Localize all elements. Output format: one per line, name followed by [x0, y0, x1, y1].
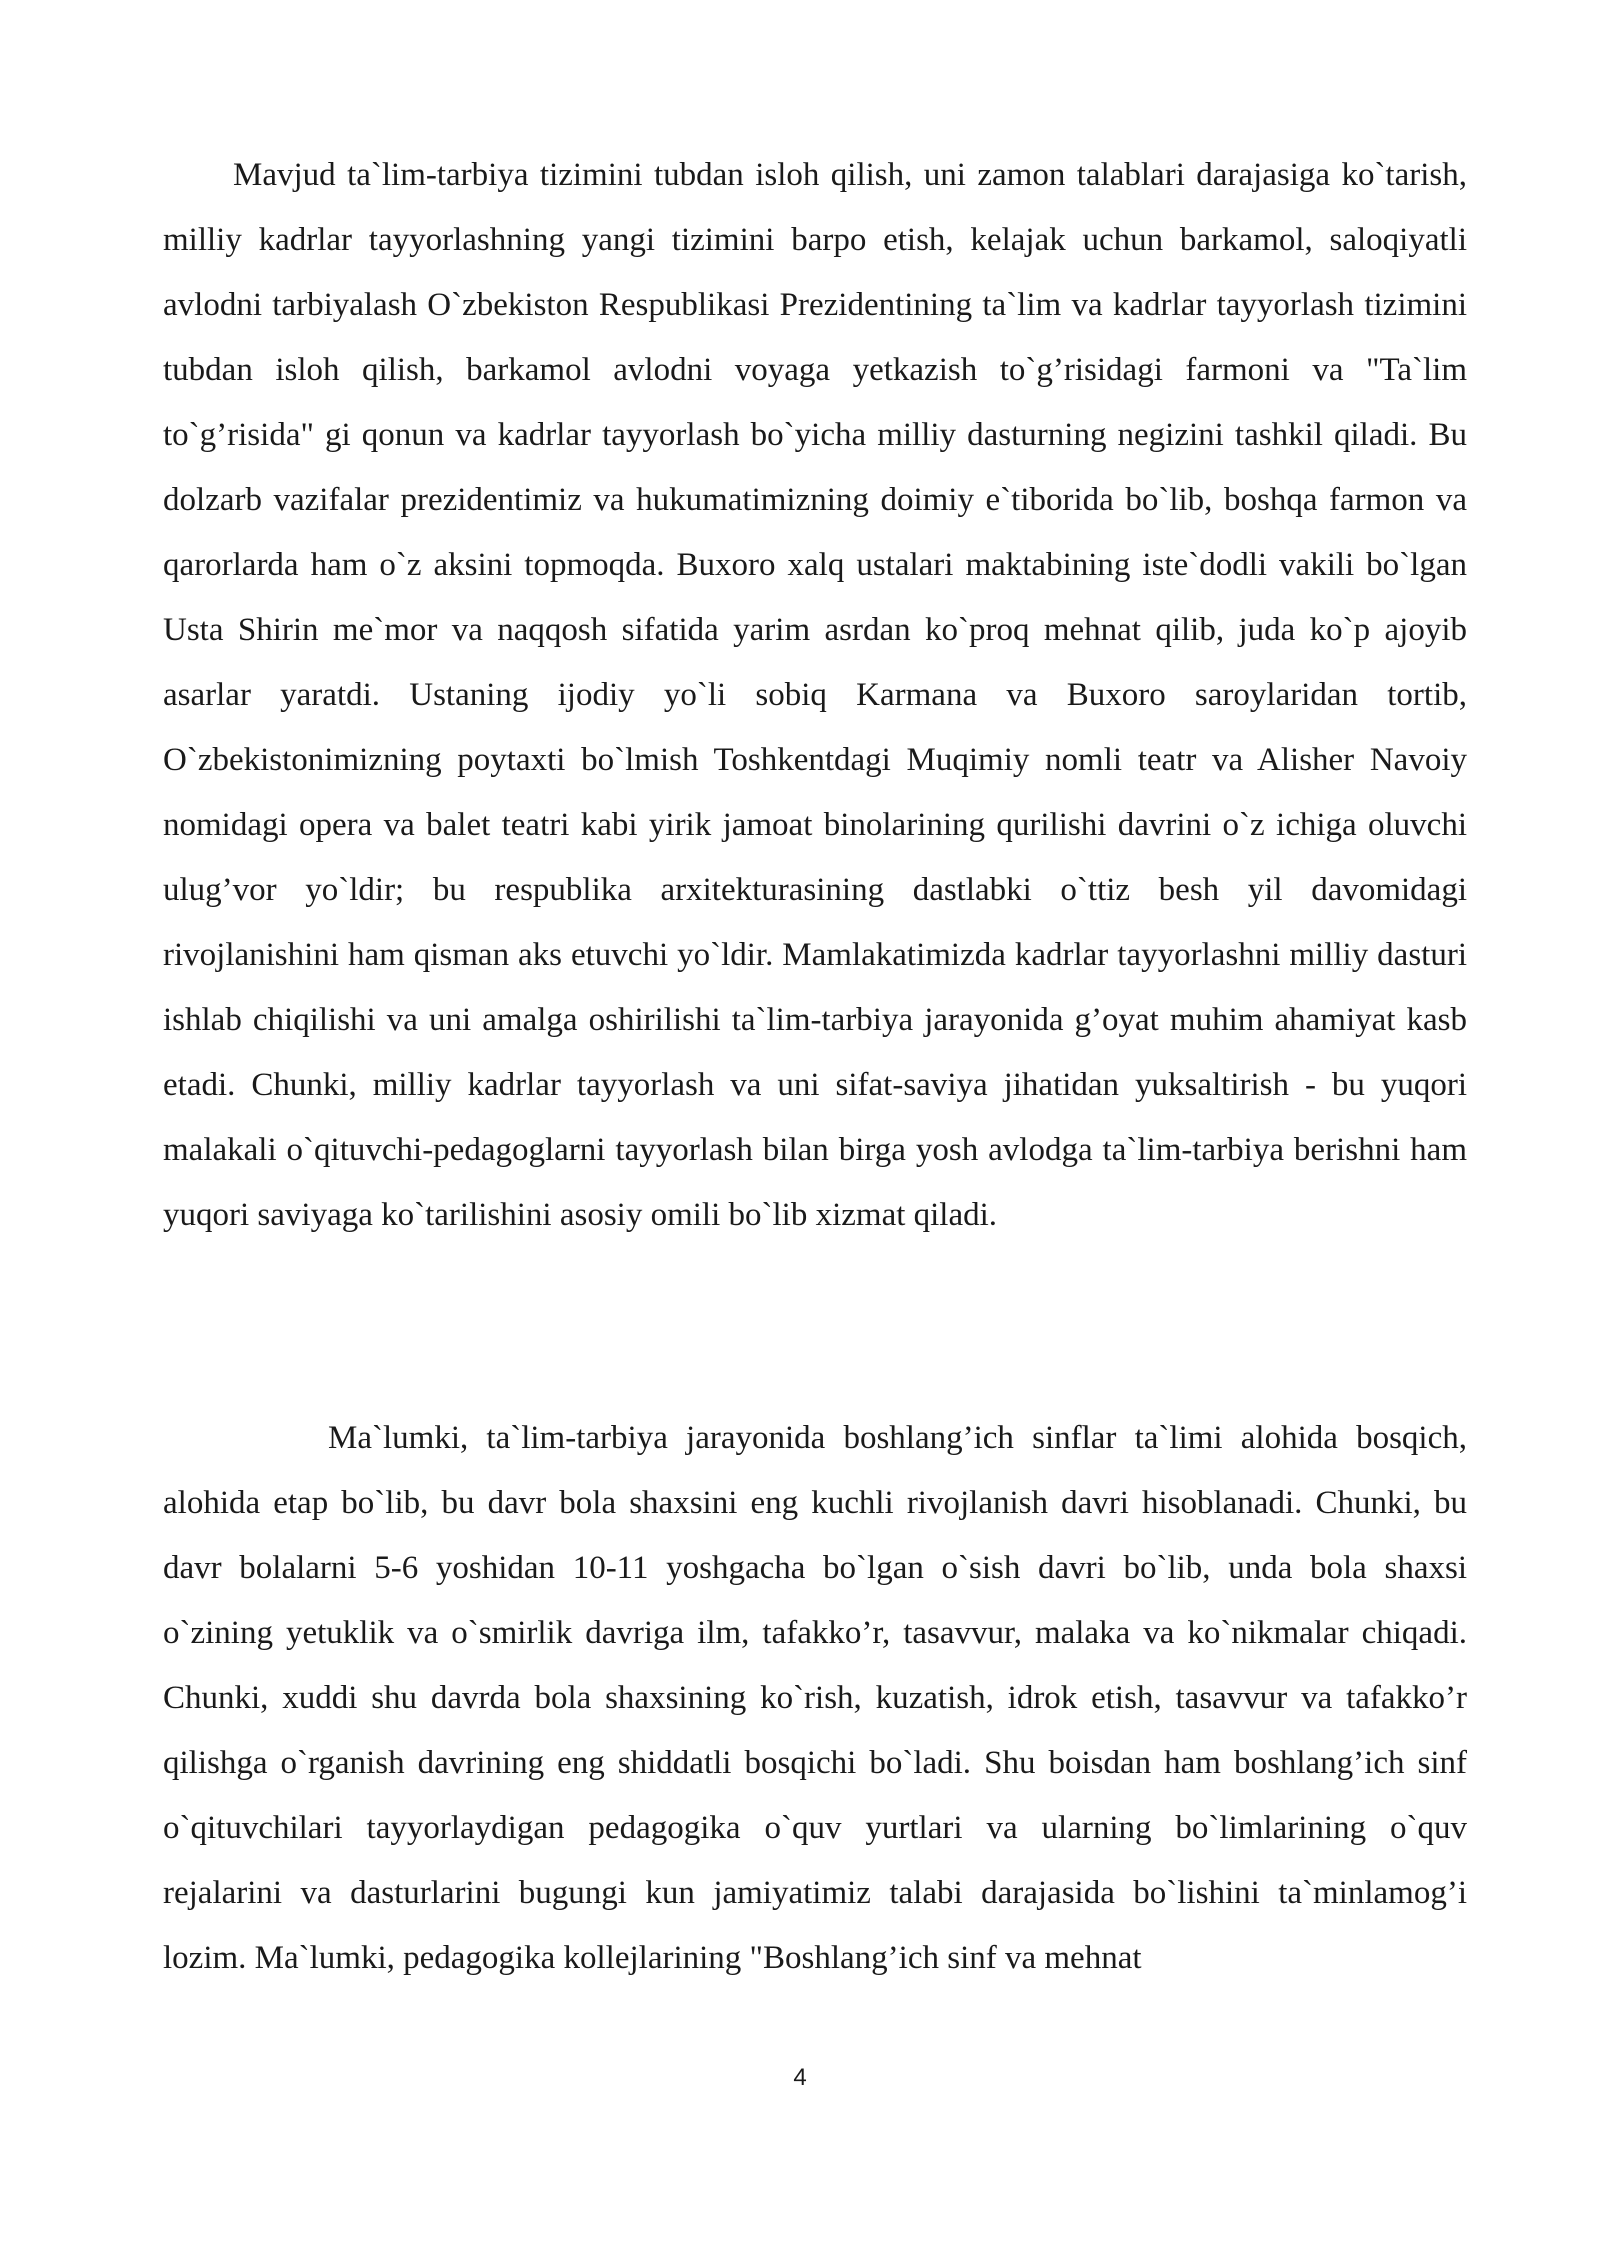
page-number: 4 [793, 2064, 807, 2091]
body-paragraph-2: Ma`lumki, ta`lim-tarbiya jarayonida boshlang’ich sinflar ta`limi alohida bosqich, alohida etap bo`lib, bu davr bola shaxsini eng kuchli rivojlanish davri hisoblanadi. Chunki, bu davr bolalarni 5-6 yoshidan 10-11 yoshgacha bo`lgan o`sish davri bo`lib, unda bola shaxsi o`zining yetuklik va o`smirlik davriga ilm, tafakko’r, tasavvur, malaka va ko`nikmalar chiqadi. Chunki, xuddi shu davrda bola shaxsining ko`rish, kuzatish, idrok etish, tasavvur va tafakko’r qilishga o`rganish davrining eng shiddatli bosqichi bo`ladi. Shu boisdan ham boshlang’ich sinf o`qituvchilari tayyorlaydigan pedagogika o`quv yurtlari va ularning bo`limlarining o`quv rejalarini va dasturlarini bugungi kun jamiyatimiz talabi darajasida bo`lishini ta`minlamog’i lozim. Ma`lumki, pedagogika kollejlarining "Boshlang’ich sinf va mehnat [163, 1420, 1467, 1976]
body-paragraph-1: Mavjud ta`lim-tarbiya tizimini tubdan isloh qilish, uni zamon talablari darajasiga ko`tarish, milliy kadrlar tayyorlashning yangi tizimini barpo etish, kelajak uchun barkamol, saloqiyatli avlodni tarbiyalash O`zbekiston Respublikasi Prezidentining ta`lim va kadrlar tayyorlash tizimini tubdan isloh qilish, barkamol avlodni voyaga yetkazish to`g’risidagi farmoni va "Ta`lim to`g’risida" gi qonun va kadrlar tayyorlash bo`yicha milliy dasturning negizini tashkil qiladi. Bu dolzarb vazifalar prezidentimiz va hukumatimizning doimiy e`tiborida bo`lib, boshqa farmon va qarorlarda ham o`z aksini topmoqda. Buxoro xalq ustalari maktabining iste`dodli vakili bo`lgan Usta Shirin me`mor va naqqosh sifatida yarim asrdan ko`proq mehnat qilib, juda ko`p ajoyib asarlar yaratdi. Ustaning ijodiy yo`li sobiq Karmana va Buxoro saroylaridan tortib, O`zbekistonimizning poytaxti bo`lmish Toshkentdagi Muqimiy nomli teatr va Alisher Navoiy nomidagi opera va balet teatri kabi yirik jamoat binolarining qurilishi davrini o`z ichiga oluvchi ulug’vor yo`ldir; bu respublika arxitekturasining dastlabki o`ttiz besh yil davomidagi rivojlanishini ham qisman aks etuvchi yo`ldir. Mamlakatimizda kadrlar tayyorlashni milliy dasturi ishlab chiqilishi va uni amalga oshirilishi ta`lim-tarbiya jarayonida g’oyat muhim ahamiyat kasb etadi. Chunki, milliy kadrlar tayyorlash va uni sifat-saviya jihatidan yuksaltirish - bu yuqori malakali o`qituvchi-pedagoglarni tayyorlash bilan birga yosh avlodga ta`lim-tarbiya berishni ham yuqori saviyaga ko`tarilishini asosiy omili bo`lib xizmat qiladi. [163, 157, 1467, 1233]
